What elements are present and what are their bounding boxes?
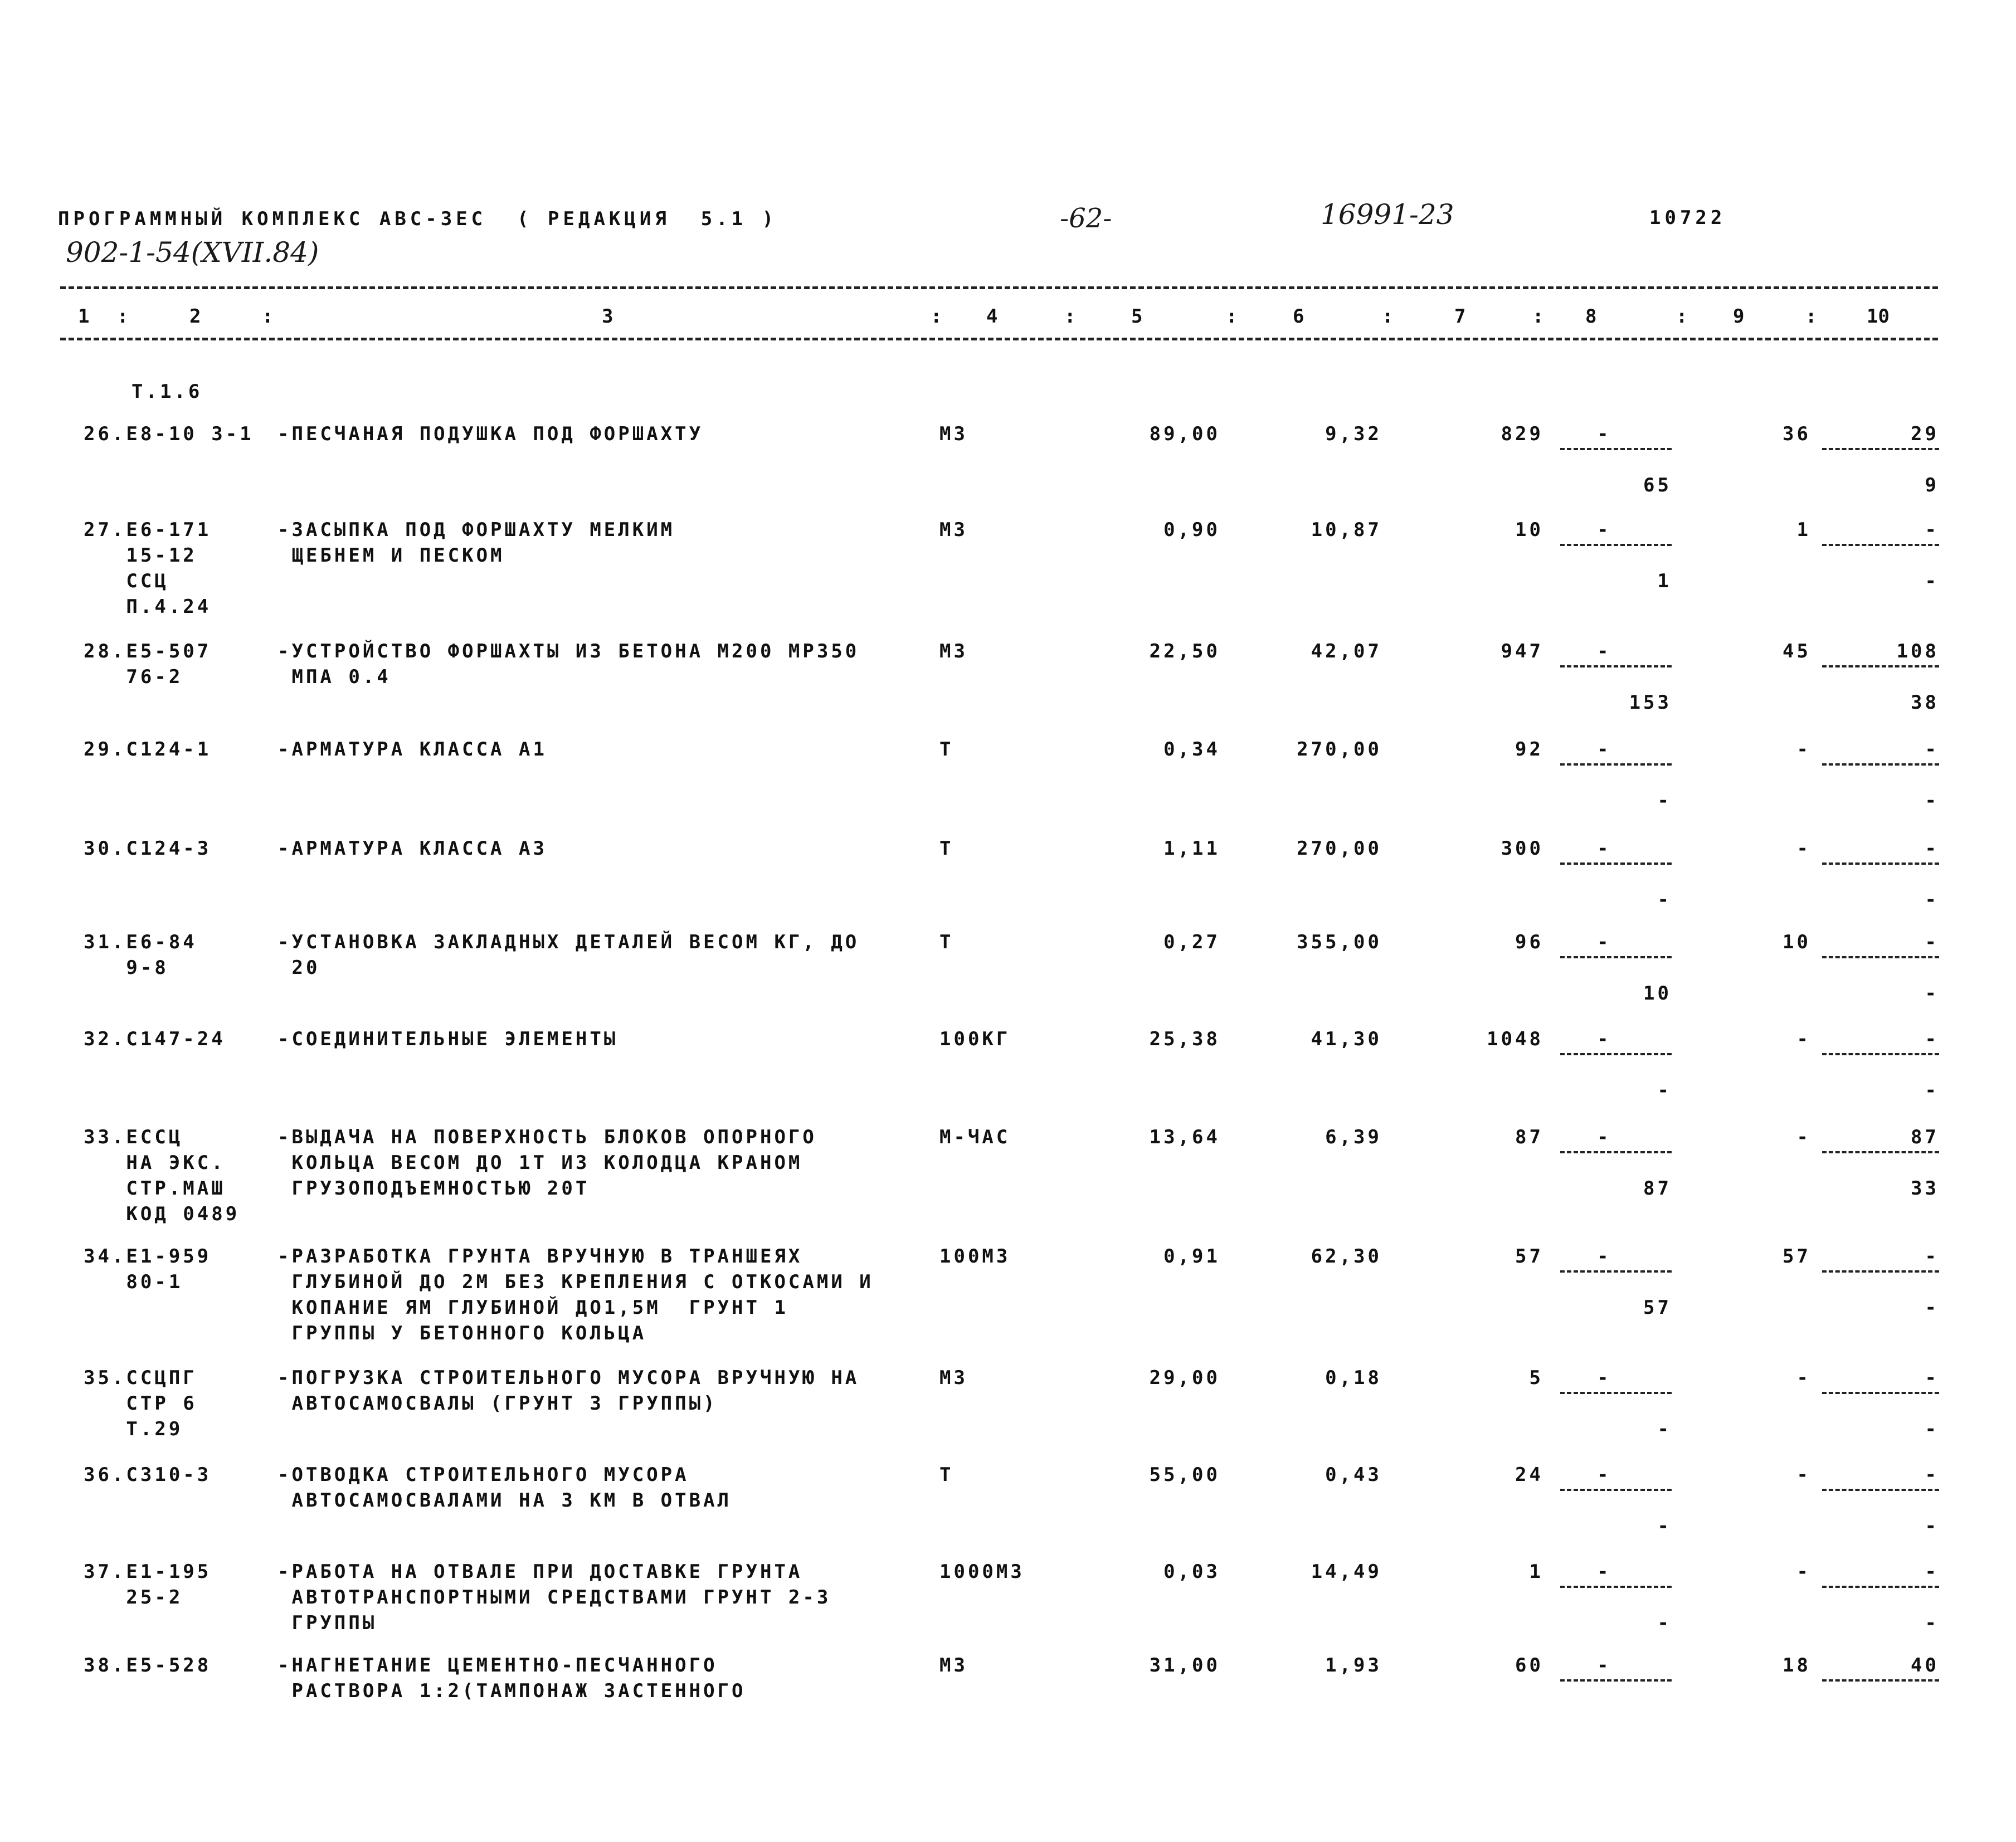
row-col9: 10 (1783, 931, 1811, 953)
column-header-5: 5 (1131, 305, 1143, 328)
row-unit-price: 14,49 (1311, 1561, 1382, 1583)
row-unit-price: 0,18 (1325, 1367, 1382, 1389)
row-col8-top: - (1597, 423, 1611, 445)
row-col8-bottom: - (1657, 790, 1672, 812)
row-unit: Т (939, 837, 954, 860)
row-total-cost: 57 (1515, 1245, 1543, 1268)
row-col9: - (1796, 1561, 1811, 1583)
row-code: 80-1 (84, 1271, 183, 1293)
row-col8-top: - (1597, 1464, 1611, 1486)
row-col8-divider (1560, 1053, 1672, 1055)
row-col8-top: - (1597, 1654, 1611, 1677)
row-description: РАСТВОРА 1:2(ТАМПОНАЖ ЗАСТЕННОГО (277, 1680, 746, 1702)
row-col8-divider (1560, 1270, 1672, 1273)
row-unit: Т (939, 738, 954, 761)
column-header-7: 7 (1454, 305, 1466, 328)
row-col10-top: - (1925, 1028, 1939, 1050)
row-col8-top: - (1597, 640, 1611, 662)
row-col8-top: - (1597, 1245, 1611, 1268)
column-separator: : (1382, 305, 1394, 328)
row-code: 25-2 (84, 1586, 183, 1609)
row-unit: М-ЧАС (939, 1126, 1011, 1148)
row-col8-top: - (1597, 519, 1611, 541)
row-col10-divider (1822, 1586, 1939, 1588)
column-separator: : (1676, 305, 1688, 328)
column-header-4: 4 (986, 305, 998, 328)
row-code: КОД 0489 (84, 1203, 240, 1225)
row-total-cost: 300 (1501, 837, 1543, 860)
header-rule-top (60, 286, 1938, 289)
row-col10-divider (1822, 1151, 1939, 1153)
row-quantity: 1,11 (1163, 837, 1220, 860)
row-col10-divider (1822, 1270, 1939, 1273)
row-col10-bottom: - (1925, 790, 1939, 812)
row-col10-top: - (1925, 1561, 1939, 1583)
row-description: АВТОСАМОСВАЛЫ (ГРУНТ 3 ГРУППЫ) (277, 1392, 718, 1415)
program-title: ПРОГРАММНЫЙ КОМПЛЕКС АВС-3ЕС ( РЕДАКЦИЯ 5.1 ) (58, 208, 778, 230)
row-col8-bottom: 1 (1657, 570, 1672, 592)
row-col10-divider (1822, 1679, 1939, 1682)
row-code: 34.Е1-959 (84, 1245, 212, 1268)
row-col8-top: - (1597, 931, 1611, 953)
row-col8-bottom: 65 (1643, 474, 1672, 496)
row-description: КОПАНИЕ ЯМ ГЛУБИНОЙ ДО1,5М ГРУНТ 1 (277, 1297, 788, 1319)
row-code: 29.С124-1 (84, 738, 212, 761)
row-code: СТР 6 (84, 1392, 197, 1415)
row-description: ЩЕБНЕМ И ПЕСКОМ (277, 544, 505, 567)
row-col10-top: - (1925, 1245, 1939, 1268)
row-col10-top: 87 (1911, 1126, 1939, 1148)
row-col9: 45 (1783, 640, 1811, 662)
row-code: 32.С147-24 (84, 1028, 226, 1050)
row-unit-price: 270,00 (1297, 837, 1382, 860)
row-col9: 57 (1783, 1245, 1811, 1268)
column-separator: : (1532, 305, 1544, 328)
row-quantity: 31,00 (1149, 1654, 1220, 1677)
row-description: -ОТВОДКА СТРОИТЕЛЬНОГО МУСОРА (277, 1464, 689, 1486)
row-col10-top: 40 (1911, 1654, 1939, 1677)
row-quantity: 89,00 (1149, 423, 1220, 445)
row-description: АВТОСАМОСВАЛАМИ НА 3 КМ В ОТВАЛ (277, 1489, 732, 1512)
section-label: Т.1.6 (132, 381, 203, 403)
row-description: -РАБОТА НА ОТВАЛЕ ПРИ ДОСТАВКЕ ГРУНТА (277, 1561, 803, 1583)
column-separator: : (1805, 305, 1817, 328)
row-quantity: 0,03 (1163, 1561, 1220, 1583)
row-col9: 36 (1783, 423, 1811, 445)
row-unit: М3 (939, 519, 968, 541)
row-code: 76-2 (84, 666, 183, 688)
row-description: -УСТАНОВКА ЗАКЛАДНЫХ ДЕТАЛЕЙ ВЕСОМ КГ, ДО (277, 931, 860, 953)
row-col8-bottom: - (1657, 1079, 1672, 1102)
row-unit-price: 42,07 (1311, 640, 1382, 662)
row-total-cost: 92 (1515, 738, 1543, 761)
row-unit-price: 9,32 (1325, 423, 1382, 445)
row-description: -УСТРОЙСТВО ФОРШАХТЫ ИЗ БЕТОНА М200 МРЗ50 (277, 640, 860, 662)
row-col8-bottom: - (1657, 889, 1672, 911)
row-col8-divider (1560, 544, 1672, 546)
row-quantity: 25,38 (1149, 1028, 1220, 1050)
row-unit-price: 0,43 (1325, 1464, 1382, 1486)
row-col10-top: - (1925, 837, 1939, 860)
row-description: 20 (277, 957, 320, 979)
row-col10-top: 108 (1896, 640, 1939, 662)
row-col8-bottom: - (1657, 1612, 1672, 1634)
row-description: ГРУЗОПОДЪЕМНОСТЬЮ 20Т (277, 1177, 590, 1200)
row-col10-divider (1822, 544, 1939, 546)
row-col8-top: - (1597, 1561, 1611, 1583)
row-col10-bottom: - (1925, 1418, 1939, 1440)
row-unit-price: 41,30 (1311, 1028, 1382, 1050)
row-description: ГЛУБИНОЙ ДО 2М БЕЗ КРЕПЛЕНИЯ С ОТКОСАМИ И (277, 1271, 874, 1293)
row-col8-divider (1560, 1586, 1672, 1588)
row-code: 26.Е8-10 3-1 (84, 423, 254, 445)
row-code: 36.С310-3 (84, 1464, 212, 1486)
row-description: КОЛЬЦА ВЕСОМ ДО 1Т ИЗ КОЛОДЦА КРАНОМ (277, 1152, 803, 1174)
column-separator: : (117, 305, 129, 328)
row-code: 28.Е5-507 (84, 640, 212, 662)
row-quantity: 29,00 (1149, 1367, 1220, 1389)
doc-code: 16991-23 (1321, 198, 1454, 231)
row-col8-bottom: 10 (1643, 982, 1672, 1005)
column-separator: : (1064, 305, 1076, 328)
row-code: 27.Е6-171 (84, 519, 212, 541)
row-description: -АРМАТУРА КЛАССА А1 (277, 738, 547, 761)
row-total-cost: 829 (1501, 423, 1543, 445)
row-total-cost: 5 (1529, 1367, 1543, 1389)
row-description: -ПОГРУЗКА СТРОИТЕЛЬНОГО МУСОРА ВРУЧНУЮ НА (277, 1367, 860, 1389)
row-col10-divider (1822, 1392, 1939, 1394)
row-unit-price: 62,30 (1311, 1245, 1382, 1268)
row-col8-divider (1560, 862, 1672, 865)
row-col9: - (1796, 1367, 1811, 1389)
sheet-code: 10722 (1649, 207, 1726, 229)
row-description: -НАГНЕТАНИЕ ЦЕМЕНТНО-ПЕСЧАННОГО (277, 1654, 718, 1677)
row-total-cost: 947 (1501, 640, 1543, 662)
row-col10-bottom: 33 (1911, 1177, 1939, 1200)
row-total-cost: 1 (1529, 1561, 1543, 1583)
row-description: ГРУППЫ (277, 1612, 377, 1634)
row-description: АВТОТРАНСПОРТНЫМИ СРЕДСТВАМИ ГРУНТ 2-3 (277, 1586, 831, 1609)
row-col9: - (1796, 1464, 1811, 1486)
row-col9: - (1796, 1126, 1811, 1148)
row-col8-divider (1560, 1679, 1672, 1682)
row-total-cost: 96 (1515, 931, 1543, 953)
column-separator: : (1226, 305, 1238, 328)
row-code: 31.Е6-84 (84, 931, 197, 953)
row-quantity: 13,64 (1149, 1126, 1220, 1148)
row-col8-top: - (1597, 837, 1611, 860)
project-code: 902-1-54(XVII.84) (66, 236, 319, 269)
row-col8-bottom: 153 (1629, 691, 1672, 714)
column-header-6: 6 (1293, 305, 1304, 328)
row-unit: 1000М3 (939, 1561, 1025, 1583)
row-col10-top: - (1925, 1464, 1939, 1486)
row-col8-divider (1560, 1392, 1672, 1394)
row-quantity: 55,00 (1149, 1464, 1220, 1486)
row-col8-divider (1560, 1489, 1672, 1491)
row-col8-top: - (1597, 1028, 1611, 1050)
row-unit: 100КГ (939, 1028, 1011, 1050)
row-total-cost: 10 (1515, 519, 1543, 541)
row-quantity: 22,50 (1149, 640, 1220, 662)
row-code: 38.Е5-528 (84, 1654, 212, 1677)
row-col9: - (1796, 837, 1811, 860)
row-code: Т.29 (84, 1418, 183, 1440)
row-description: МПА 0.4 (277, 666, 391, 688)
row-total-cost: 60 (1515, 1654, 1543, 1677)
column-header-10: 10 (1867, 305, 1890, 328)
row-col10-divider (1822, 1489, 1939, 1491)
row-col8-bottom: 57 (1643, 1297, 1672, 1319)
column-header-2: 2 (189, 305, 201, 328)
row-description: -РАЗРАБОТКА ГРУНТА ВРУЧНУЮ В ТРАНШЕЯХ (277, 1245, 803, 1268)
row-col10-top: - (1925, 738, 1939, 761)
row-code: 30.С124-3 (84, 837, 212, 860)
row-description: -АРМАТУРА КЛАССА А3 (277, 837, 547, 860)
row-unit-price: 6,39 (1325, 1126, 1382, 1148)
header-rule-bottom (60, 338, 1938, 340)
row-unit: Т (939, 931, 954, 953)
row-unit-price: 1,93 (1325, 1654, 1382, 1677)
row-col10-divider (1822, 956, 1939, 958)
column-header-8: 8 (1585, 305, 1597, 328)
row-col8-top: - (1597, 1126, 1611, 1148)
column-separator: : (931, 305, 942, 328)
row-col10-bottom: 38 (1911, 691, 1939, 714)
row-description: -ПЕСЧАНАЯ ПОДУШКА ПОД ФОРШАХТУ (277, 423, 704, 445)
row-unit-price: 270,00 (1297, 738, 1382, 761)
row-col8-bottom: - (1657, 1515, 1672, 1537)
row-total-cost: 87 (1515, 1126, 1543, 1148)
column-header-3: 3 (602, 305, 613, 328)
row-unit: Т (939, 1464, 954, 1486)
row-description: -ЗАСЫПКА ПОД ФОРШАХТУ МЕЛКИМ (277, 519, 675, 541)
row-total-cost: 24 (1515, 1464, 1543, 1486)
row-col10-bottom: - (1925, 1612, 1939, 1634)
row-total-cost: 1048 (1487, 1028, 1543, 1050)
row-code: П.4.24 (84, 596, 212, 618)
row-col10-top: - (1925, 1367, 1939, 1389)
row-code: ССЦ (84, 570, 169, 592)
row-col9: 1 (1796, 519, 1811, 541)
row-col10-top: 29 (1911, 423, 1939, 445)
row-code: 15-12 (84, 544, 197, 567)
row-unit-price: 10,87 (1311, 519, 1382, 541)
row-col10-divider (1822, 665, 1939, 667)
row-unit: М3 (939, 1654, 968, 1677)
row-col8-divider (1560, 763, 1672, 766)
row-col8-divider (1560, 448, 1672, 450)
row-col9: - (1796, 1028, 1811, 1050)
row-col10-bottom: - (1925, 1515, 1939, 1537)
column-header-1: 1 (78, 305, 90, 328)
row-col8-bottom: 87 (1643, 1177, 1672, 1200)
row-col10-divider (1822, 1053, 1939, 1055)
row-col8-top: - (1597, 1367, 1611, 1389)
row-code: НА ЭКС. (84, 1152, 226, 1174)
row-col8-divider (1560, 665, 1672, 667)
row-description: -ВЫДАЧА НА ПОВЕРХНОСТЬ БЛОКОВ ОПОРНОГО (277, 1126, 817, 1148)
row-unit: М3 (939, 1367, 968, 1389)
row-col9: 18 (1783, 1654, 1811, 1677)
row-col10-bottom: - (1925, 1079, 1939, 1102)
row-quantity: 0,90 (1163, 519, 1220, 541)
row-col10-divider (1822, 448, 1939, 450)
column-header-9: 9 (1733, 305, 1745, 328)
row-unit: 100М3 (939, 1245, 1011, 1268)
row-col8-divider (1560, 1151, 1672, 1153)
row-col10-bottom: - (1925, 1297, 1939, 1319)
row-col10-bottom: - (1925, 982, 1939, 1005)
row-code: 33.ЕССЦ (84, 1126, 183, 1148)
row-col10-divider (1822, 862, 1939, 865)
row-unit-price: 355,00 (1297, 931, 1382, 953)
row-quantity: 0,34 (1163, 738, 1220, 761)
row-code: 37.Е1-195 (84, 1561, 212, 1583)
row-col9: - (1796, 738, 1811, 761)
row-col8-top: - (1597, 738, 1611, 761)
row-col10-top: - (1925, 519, 1939, 541)
row-col10-divider (1822, 763, 1939, 766)
row-col10-bottom: - (1925, 889, 1939, 911)
row-code: 9-8 (84, 957, 169, 979)
row-quantity: 0,91 (1163, 1245, 1220, 1268)
row-col10-top: - (1925, 931, 1939, 953)
row-col8-divider (1560, 956, 1672, 958)
row-col10-bottom: 9 (1925, 474, 1939, 496)
row-code: СТР.МАШ (84, 1177, 226, 1200)
row-col8-bottom: - (1657, 1418, 1672, 1440)
row-unit: М3 (939, 423, 968, 445)
row-unit: М3 (939, 640, 968, 662)
column-separator: : (262, 305, 274, 328)
row-col10-bottom: - (1925, 570, 1939, 592)
row-description: ГРУППЫ У БЕТОННОГО КОЛЬЦА (277, 1322, 647, 1344)
page-number: -62- (1060, 203, 1112, 234)
row-quantity: 0,27 (1163, 931, 1220, 953)
row-description: -СОЕДИНИТЕЛЬНЫЕ ЭЛЕМЕНТЫ (277, 1028, 619, 1050)
row-code: 35.ССЦПГ (84, 1367, 197, 1389)
